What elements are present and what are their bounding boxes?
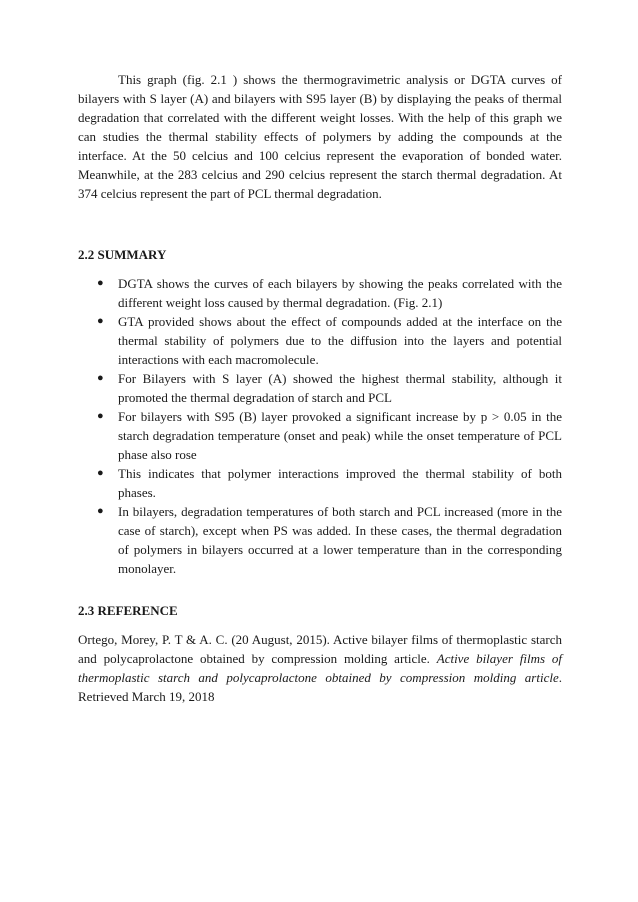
list-item [78,312,562,369]
reference-retrieved: . Retrieved March 19, 2018 [78,670,562,704]
summary-list [78,274,562,578]
document-page [78,70,562,706]
reference-text: Ortego, Morey, P. T & A. C. (20 August, 2015). Active bilayer films of thermoplastic starch and polycaprolactone obtained by compression molding article. [78,632,562,666]
list-item [78,369,562,407]
list-item [78,464,562,502]
list-item-text: For bilayers with S95 (B) layer provoked a significant increase by p > 0.05 in the starch degradation temperature (onset and peak) while the onset temperature of PCL phase also rose [118,409,562,462]
list-item [78,502,562,578]
list-item-text: In bilayers, degradation temperatures of both starch and PCL increased (more in the case of starch), except when PS was added. In these cases, the thermal degradation of polymers in bilayers occurred at a lower temperature than in the corresponding monolayer. [118,504,562,576]
list-item-text: DGTA shows the curves of each bilayers by showing the peaks correlated with the different weight loss caused by thermal degradation. (Fig. 2.1) [118,276,562,310]
bullet-icon: ● [97,372,104,384]
list-item-text: This indicates that polymer interactions improved the thermal stability of both phases. [118,466,562,500]
bullet-icon: ● [97,467,104,479]
reference-entry [78,630,562,706]
reference-title: Active bilayer films of thermoplastic starch and polycaprolactone obtained by compression molding article [78,651,562,685]
reference-heading: 2.3 REFERENCE [78,603,178,618]
list-item-text: For Bilayers with S layer (A) showed the highest thermal stability, although it promoted the thermal degradation of starch and PCL [118,371,562,405]
bullet-icon: ● [97,315,104,327]
list-item-text: GTA provided shows about the effect of compounds added at the interface on the thermal stability of polymers due to the diffusion into the layers and potential interactions with each macromolecule. [118,314,562,367]
list-item [78,274,562,312]
bullet-icon: ● [97,410,104,422]
list-item [78,407,562,464]
bullet-icon: ● [97,277,104,289]
summary-heading: 2.2 SUMMARY [78,247,167,262]
bullet-icon: ● [97,505,104,517]
intro-paragraph: This graph (fig. 2.1 ) shows the thermogravimetric analysis or DGTA curves of bilayers with S layer (A) and bilayers with S95 layer (B) by displaying the peaks of thermal degradation that correlated with the different weight losses. With the help of this graph we can studies the thermal stability effects of polymers by adding the compounds at the interface. At the 50 celcius and 100 celcius represent the evaporation of bonded water. Meanwhile, at the 283 celcius and 290 celcius represent the starch thermal degradation. At 374 celcius represent the part of PCL thermal degradation. [78,72,562,201]
